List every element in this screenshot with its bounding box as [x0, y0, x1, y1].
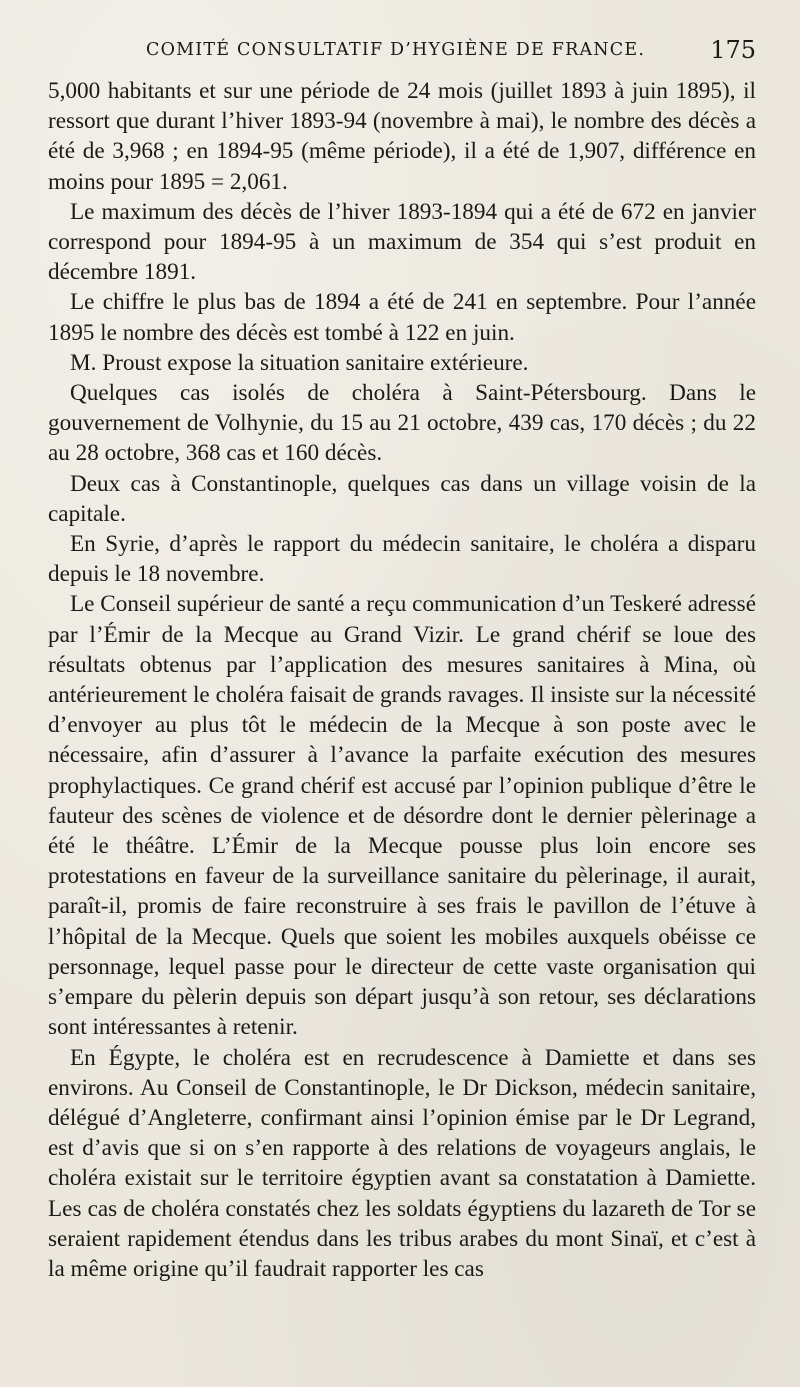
- paragraph: Deux cas à Constantinople, quelques cas dans un village voisin de la capitale.: [48, 470, 756, 527]
- body-text: [48, 76, 756, 1284]
- running-title: COMITÉ CONSULTATIF D’HYGIÈNE DE FRANCE.: [146, 40, 646, 60]
- paragraph: Quelques cas isolés de choléra à Saint-Pétersbourg. Dans le gouvernement de Volhynie, du 15 au 21 octobre, 439 cas, 170 décès ; du 22 au 28 octobre, 368 cas et 160 décès.: [48, 380, 756, 467]
- paragraph: En Syrie, d’après le rapport du médecin sanitaire, le choléra a disparu depuis le 18 novembre.: [48, 531, 756, 588]
- paragraph: Le chiffre le plus bas de 1894 a été de 241 en septembre. Pour l’année 1895 le nombre des décès est tombé à 122 en juin.: [48, 289, 756, 346]
- paragraph: M. Proust expose la situation sanitaire extérieure.: [70, 349, 529, 376]
- paragraph: Le Conseil supérieur de santé a reçu communication d’un Teskeré adressé par l’Émir de la Mecque au Grand Vizir. Le grand chérif se loue des résultats obtenus par l’application des mesures sanitaires à Mina, où antérieurement le choléra faisait de grands ravages. Il insiste sur la nécessité d’envoyer au plus tôt le médecin de la Mecque à son poste avec le nécessaire, afin d’assurer à l’avance la parfaite exécution des mesures prophylactiques. Ce grand chérif est accusé par l’opinion publique d’être le fauteur des scènes de violence et de désordre dont le dernier pèlerinage a été le théâtre. L’Émir de la Mecque pousse plus loin encore ses protestations en faveur de la surveillance sanitaire du pèlerinage, il aurait, paraît-il, promis de faire reconstruire à ses frais le pavillon de l’étuve à l’hôpital de la Mecque. Quels que soient les mobiles auxquels obéisse ce personnage, lequel passe pour le directeur de cette vaste organisation qui s’empare du pèlerin depuis son départ jusqu’à son retour, ses déclarations sont intéressantes à retenir.: [48, 591, 756, 1041]
- paragraph: Le maximum des décès de l’hiver 1893-1894 qui a été de 672 en janvier correspond pour 1894-95 à un maximum de 354 qui s’est produit en décembre 1891.: [48, 198, 756, 286]
- paragraph: 5,000 habitants et sur une période de 24 mois (juillet 1893 à juin 1895), il ressort que durant l’hiver 1893-94 (novembre à mai), le nombre des décès a été de 3,968 ; en 1894-95 (même période), il a été de 1,907, différence en moins pour 1895 = 2,061.: [48, 78, 756, 195]
- page-number: 175: [710, 36, 756, 64]
- running-head: [146, 34, 756, 68]
- paragraph: En Égypte, le choléra est en recrudescence à Damiette et dans ses environs. Au Conseil de Constantinople, le Dr Dickson, médecin sanitaire, délégué d’Angleterre, confirmant ainsi l’opinion émise par le Dr Legrand, est d’avis que si on s’en rapporte à des relations de voyageurs anglais, le choléra existait sur le territoire égyptien avant sa constatation à Damiette. Les cas de choléra constatés chez les soldats égyptiens du lazareth de Tor se seraient rapidement étendus dans les tribus arabes du mont Sinaï, et c’est à la même origine qu’il faudrait rapporter les cas: [48, 1044, 756, 1282]
